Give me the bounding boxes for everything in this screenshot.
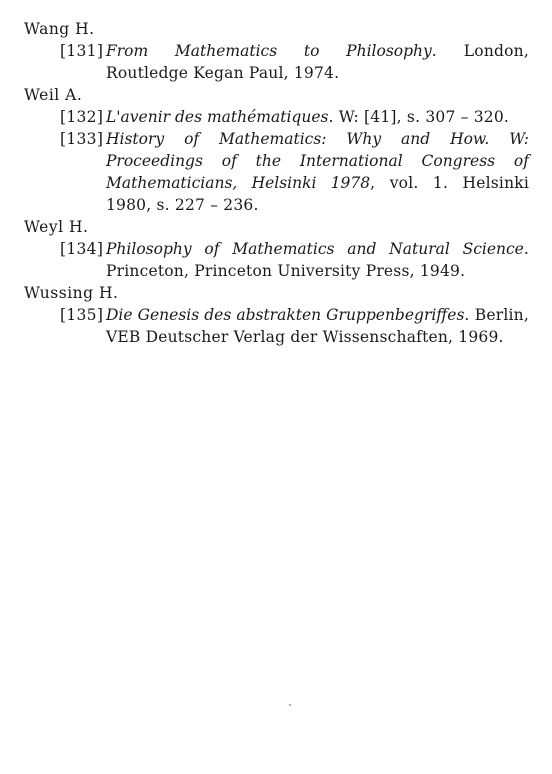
entry-details: . London, Routledge Kegan Paul, 1974. bbox=[106, 42, 529, 82]
entry-number: [131] bbox=[60, 42, 104, 60]
entry-number: [133] bbox=[60, 130, 104, 148]
author-name: Wang H. bbox=[24, 20, 95, 38]
scan-speck bbox=[289, 704, 291, 706]
entry-title: Philosophy of Mathematics and Natural Science bbox=[106, 240, 524, 258]
entry-title: History of Mathematics: Why and How. W: Proceedings of the International Congress of Mathematicians, Helsinki 1978 bbox=[106, 130, 529, 192]
entry-details: . Berlin, VEB Deutscher Verlag der Wissenschaften, 1969. bbox=[106, 306, 529, 346]
entry-number: [134] bbox=[60, 240, 104, 258]
author-name: Weyl H. bbox=[24, 218, 89, 236]
bibliography-entry bbox=[24, 40, 529, 84]
bibliography-entry bbox=[24, 304, 529, 348]
entry-number: [135] bbox=[60, 306, 104, 324]
entry-title: From Mathematics to Philosophy bbox=[106, 42, 432, 60]
author-name: Wussing H. bbox=[24, 284, 119, 302]
author-name: Weil A. bbox=[24, 86, 83, 104]
entry-number: [132] bbox=[60, 108, 104, 126]
entry-title: L'avenir des mathématiques bbox=[106, 108, 329, 126]
entry-details: . W: [41], s. 307 – 320. bbox=[328, 108, 510, 126]
entry-details: , vol. 1. Helsinki 1980, s. 227 – 236. bbox=[106, 174, 529, 214]
entry-details: . Princeton, Princeton University Press, 1949. bbox=[106, 240, 529, 280]
entry-title: Die Genesis des abstrakten Gruppenbegriffes bbox=[106, 306, 465, 324]
bibliography-entry bbox=[24, 238, 529, 282]
bibliography-entry bbox=[24, 128, 529, 216]
bibliography-list bbox=[24, 18, 529, 348]
bibliography-entry bbox=[24, 106, 529, 128]
